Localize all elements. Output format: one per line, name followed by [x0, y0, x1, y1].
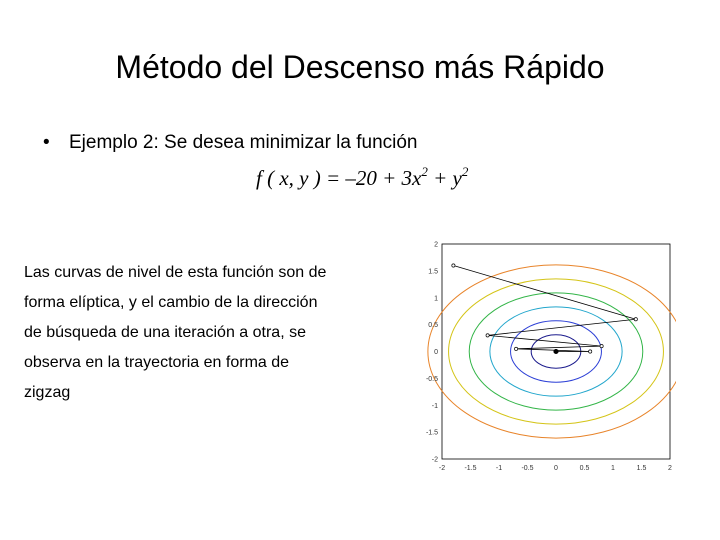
x-tick-label: 0 [554, 465, 558, 472]
x-tick-label: -1.5 [464, 465, 477, 472]
paragraph-line: zigzag [24, 384, 71, 401]
x-tick-label: -1 [495, 465, 503, 472]
iteration-point [600, 345, 603, 348]
x-tick-label: -0.5 [521, 465, 534, 472]
x-tick-label: 1 [611, 465, 615, 472]
formula-term2: + y [427, 166, 462, 190]
formula-term1: –20 + 3x [345, 166, 422, 190]
minimum-point [554, 349, 558, 353]
function-formula [256, 158, 468, 192]
y-tick-label: 2 [434, 241, 438, 249]
y-tick-label: 1 [434, 295, 438, 303]
bullet-item [43, 131, 418, 155]
iteration-point [452, 264, 455, 267]
y-tick-label: 1.5 [428, 268, 438, 276]
iteration-point [634, 318, 637, 321]
x-tick-label: -2 [438, 465, 446, 472]
bullet-text: Ejemplo 2: Se desea minimizar la función [69, 132, 418, 153]
bullet-marker: • [43, 132, 50, 153]
iteration-point [515, 347, 518, 350]
formula-exponent-2: 2 [461, 164, 469, 179]
y-tick-label: 0 [434, 349, 438, 356]
paragraph-line: observa en la trayectoria en forma de [24, 354, 290, 371]
paragraph-line: de búsqueda de una iteración a otra, se [24, 324, 306, 341]
formula-lhs: f ( x, y ) = [256, 166, 346, 190]
slide-title: Método del Descenso más Rápido [115, 49, 605, 85]
x-tick-label: 1.5 [636, 465, 647, 472]
x-tick-label: 2 [668, 465, 672, 472]
x-axis-ticks [439, 465, 672, 472]
paragraph-line: forma elíptica, y el cambio de la dirección [24, 294, 318, 311]
y-tick-label: -0.5 [425, 375, 438, 383]
y-tick-label: -1.5 [425, 429, 438, 437]
y-tick-label: -1 [431, 402, 438, 410]
y-tick-label: -2 [431, 456, 438, 464]
iteration-point [486, 334, 489, 337]
description-paragraph [24, 258, 404, 408]
iteration-point [589, 350, 592, 353]
formula-exponent-1: 2 [421, 164, 428, 179]
contour-plot [416, 236, 676, 472]
y-tick-label: 0.5 [428, 322, 438, 330]
paragraph-line: Las curvas de nivel de esta función son de [24, 264, 327, 281]
x-tick-label: 0.5 [579, 465, 590, 472]
